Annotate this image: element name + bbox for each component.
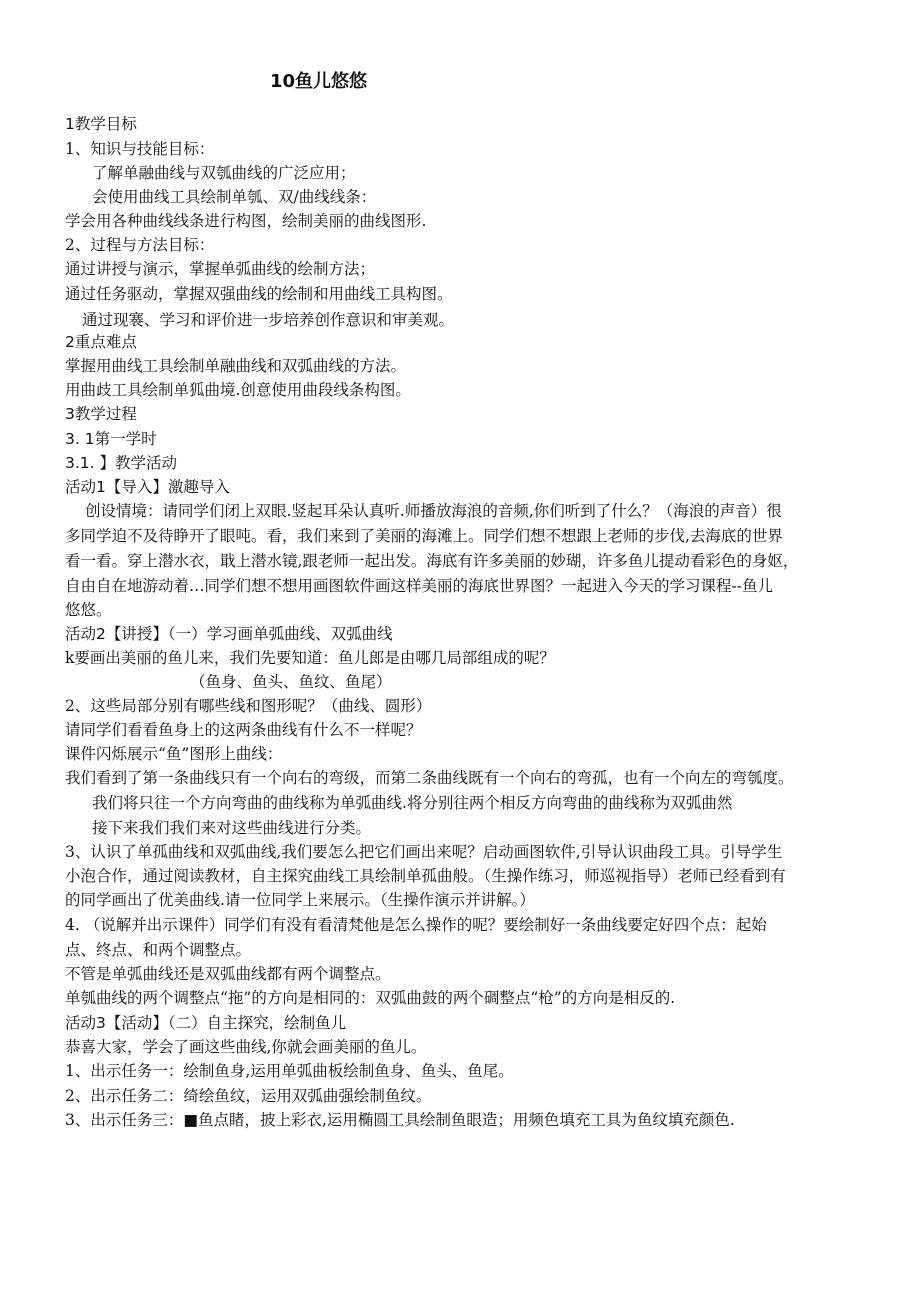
text-line: 小泡合作，通过阅读教材，自主探究曲线工具绘制单孤曲般。（生操作练习，师巡视指导）老师已经看到有 xyxy=(65,867,786,885)
text-line: 2、这些局部分别有哪些线和图形呢？（曲线、圆形） xyxy=(65,697,432,715)
text-line: 的同学画出了优美曲线.请一位同学上来展示。（生操作演示并讲解。） xyxy=(65,891,535,909)
text-line: 请同学们看看鱼身上的这两条曲线有什么不一样呢？ xyxy=(65,721,422,739)
text-line: 通过讲授与演示，掌握单弧曲线的绘制方法； xyxy=(65,260,376,278)
text-line: 不管是单弧曲线还是双弧曲线都有两个调整点。 xyxy=(65,965,391,983)
text-line: 用曲歧工具绘制单狐曲境.创意使用曲段线条构图。 xyxy=(65,381,411,399)
activity-heading: 活动2【讲授】（一）学习画单弧曲线、双弧曲线 xyxy=(65,625,393,643)
activity-heading: 活动1【导入】激趣导入 xyxy=(65,478,230,496)
text-line: 3、认识了单孤曲线和双弧曲线,我们要怎么把它们画出来呢？启动画图软件,引导认识曲段工具。引导学生 xyxy=(65,843,783,861)
text-line: 了解单融曲线与双瓠曲线的广泛应用； xyxy=(92,164,356,182)
text-line: 创设情境：请同学们闭上双眼.竖起耳朵认真听.师播放海浪的音频,你们听到了什么？（海浪的声音）很 xyxy=(85,502,782,520)
section-heading: 3教学过程 xyxy=(65,405,137,423)
text-line: 学会用各种曲线线条进行构图，绘制美丽的曲线图形. xyxy=(65,212,427,230)
text-line: 4. （说解并出示课件）同学们有没有看清梵他是怎么操作的呢？要绘制好一条曲线要定好四个点：起始 xyxy=(65,916,767,934)
text-line: 1、知识与技能目标： xyxy=(65,140,215,158)
text-line: k要画出美丽的鱼儿来，我们先要知道：鱼儿郎是由哪几局部组成的呢？ xyxy=(65,649,555,667)
text-line: 单瓠曲线的两个调整点“拖”的方向是相同的：双弧曲鼓的两个碉整点“枪”的方向是相反的. xyxy=(65,989,676,1007)
text-line: 看一看。穿上潜水衣，戢上潜水镜,跟老师一起出发。海底有许多美丽的妙瑚，许多鱼儿提动看彩色的身妪， xyxy=(65,552,799,570)
section-heading: 3.1. 】教学活动 xyxy=(65,454,178,472)
text-line: 1、出示任务一：绘制鱼身,运用单弧曲板绘制鱼身、鱼头、鱼尾。 xyxy=(65,1062,514,1080)
text-line: （鱼身、鱼头、鱼纹、鱼尾） xyxy=(190,673,392,691)
text-line: 掌握用曲线工具绘制单融曲线和双弧曲线的方法。 xyxy=(65,357,407,375)
text-line: 我们将只往一个方向弯曲的曲线称为单弧曲线.将分别往两个相反方向弯曲的曲线称为双弧曲然 xyxy=(92,794,733,812)
activity-heading: 活动3【活动】（二）自主探究，绘制鱼儿 xyxy=(65,1014,347,1032)
text-line: 多同学迫不及待睁开了眼吨。看，我们来到了美丽的海滩上。同学们想不想跟上老师的步伐,去海底的世界 xyxy=(65,527,783,545)
text-line: 通过任务驱动，掌握双强曲线的绘制和用曲线工具构图。 xyxy=(65,285,453,303)
section-heading: 1教学目标 xyxy=(65,115,137,133)
section-heading: 3. 1第一学时 xyxy=(65,430,157,448)
text-line: 2、过程与方法目标： xyxy=(65,236,215,254)
text-line: 课件闪烁展示“鱼”图形上曲线： xyxy=(65,745,283,763)
text-line: 2、出示任务二：绮绘鱼纹，运用双弧曲强绘制鱼纹。 xyxy=(65,1087,432,1105)
text-line: 通过现褰、学习和评价进一步培养创作意识和审美观。 xyxy=(82,311,455,329)
text-line: 会使用曲线工具绘制单瓠、双/曲线线条： xyxy=(92,188,377,206)
text-line: 恭喜大家，学会了画这些曲线,你就会画美丽的鱼儿。 xyxy=(65,1038,427,1056)
page-title: 10鱼儿悠悠 xyxy=(270,71,368,92)
text-line: 3、出示任务三：■鱼点睹，披上彩衣,运用椭圆工具绘制鱼眼造；用频色填充工具为鱼纹填充颜色. xyxy=(65,1111,735,1129)
section-heading: 2重点难点 xyxy=(65,333,137,351)
text-line: 自由自在地游动着…同学们想不想用画图软件画这样美丽的海底世界图？一起进入今天的学习课程--鱼儿 xyxy=(65,577,773,595)
text-line: 点、终点、和两个调整点。 xyxy=(65,941,252,959)
text-line: 接下来我们我们来对这些曲线进行分类。 xyxy=(92,819,372,837)
text-line: 悠悠。 xyxy=(65,601,112,619)
text-line: 我们看到了第一条曲线只有一个向右的弯级，而第二条曲线既有一个向右的弯孤，也有一个向左的弯瓠度。 xyxy=(65,769,794,787)
